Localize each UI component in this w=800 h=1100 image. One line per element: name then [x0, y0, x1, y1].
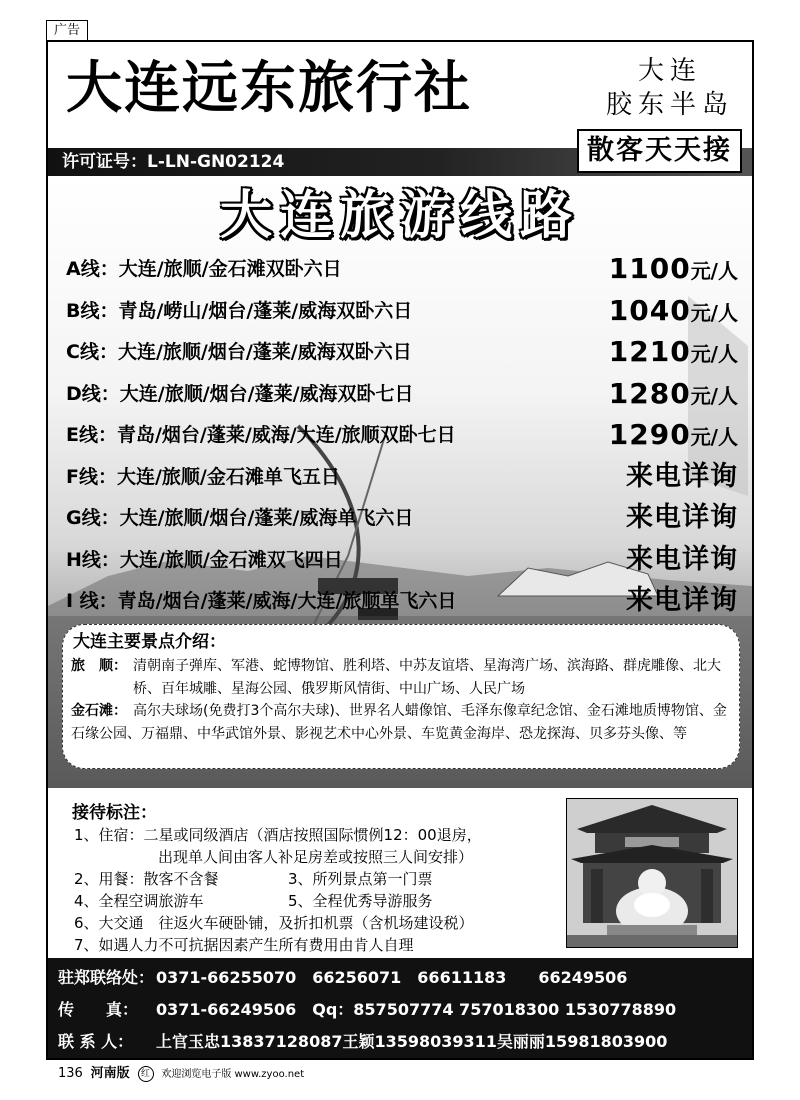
website-link[interactable]: 欢迎浏览电子版 www.zyoo.net	[161, 1069, 305, 1080]
route-price	[609, 248, 738, 294]
price-value: 1040	[608, 293, 691, 327]
route-name: I 线：青岛/烟台/蓬莱/威海/大连/旅顺单飞六日	[66, 590, 457, 612]
fax-label: 传 真：	[58, 1000, 139, 1019]
route-row	[66, 290, 738, 332]
ad-tag: 广告	[46, 20, 88, 42]
page-footer	[58, 1064, 304, 1084]
attraction-text: 清朝南子弹库、军港、蛇博物馆、胜利塔、中苏友谊塔、星海湾广场、滨海路、群虎雕像、北大桥、百年城雕、星海公园、俄罗斯风情街、中山广场、人民广场	[133, 658, 721, 697]
note-guide: 5、全程优秀导游服务	[288, 892, 433, 910]
routes-panel	[48, 176, 752, 788]
agency-name: 大连远东旅行社	[66, 55, 472, 121]
route-name: A线：大连/旅顺/金石滩双卧六日	[66, 258, 342, 280]
route-inquire: 来电详询	[626, 543, 738, 575]
route-row	[66, 580, 738, 622]
attractions-title: 大连主要景点介绍：	[73, 632, 226, 652]
route-name: H线：大连/旅顺/金石滩双飞四日	[66, 548, 343, 571]
attraction-lushun	[71, 655, 731, 700]
temple-photo	[566, 798, 738, 948]
route-name: F线：大连/旅顺/金石滩单飞五日	[66, 465, 340, 488]
attractions-box	[62, 624, 740, 769]
note-tickets: 3、所列景点第一门票	[288, 870, 433, 888]
attraction-label: 金石滩：	[71, 703, 127, 719]
fax-qq-value: 0371-66249506 Qq：857507774 757018300 1530778890	[156, 1000, 677, 1019]
price-unit: 元/人	[690, 259, 738, 283]
price-unit: 元/人	[690, 425, 738, 449]
route-name: D线：大连/旅顺/烟台/蓬莱/威海双卧七日	[66, 382, 414, 405]
temple-buddha-image	[567, 799, 737, 947]
office-label: 驻郑联络处：	[58, 968, 155, 987]
daily-badge	[577, 129, 742, 173]
daily-badge-text: 散客天天接	[587, 135, 732, 166]
license-number: 许可证号：L-LN-GN02124	[62, 152, 285, 172]
route-price	[609, 331, 738, 377]
note-meals: 2、用餐：散客不含餐	[74, 870, 219, 888]
route-inquire: 来电详询	[626, 460, 738, 492]
price-unit: 元/人	[690, 300, 738, 325]
route-name: C线：大连/旅顺/烟台/蓬莱/威海双卧六日	[66, 341, 412, 363]
person-label: 联 系 人：	[58, 1032, 134, 1051]
routes-list	[66, 248, 738, 622]
person-value: 上官玉忠13837128087王颖13598039311吴丽丽15981803900	[156, 1032, 668, 1051]
contact-bar	[48, 958, 752, 1060]
attraction-text: 高尔夫球场(免费打3个高尔夫球)、世界名人蜡像馆、毛泽东像章纪念馆、金石滩地质博物馆、金石缘公园、万福鼎、中华武馆外景、影视艺术中心外景、车览黄金海岸、恐龙探海、贝多芬头像、等	[71, 703, 727, 742]
price-value: 1100	[608, 252, 691, 285]
contact-office-row	[58, 964, 627, 992]
price-unit: 元/人	[690, 383, 738, 408]
edition-label: 河南版	[90, 1066, 130, 1081]
notes-title: 接待标注：	[72, 803, 157, 823]
attraction-label: 旅 顺：	[71, 658, 127, 674]
route-price	[609, 373, 738, 419]
route-name: E线：青岛/烟台/蓬莱/威海/大连/旅顺双卧七日	[66, 424, 456, 446]
region-line-2: 胶东半岛	[605, 90, 734, 120]
route-name: G线：大连/旅顺/烟台/蓬莱/威海单飞六日	[66, 507, 414, 529]
price-value: 1290	[608, 418, 691, 451]
route-row	[66, 373, 738, 415]
page-number: 136	[58, 1066, 83, 1081]
note-force-majeure: 7、如遇人力不可抗据因素产生所有费用由肯人自理	[74, 936, 414, 954]
route-row	[66, 248, 738, 290]
note-lodging-detail: 出现单人间由客人补足房差或按照三人间安排）	[158, 848, 474, 866]
attraction-jinshitan	[71, 700, 731, 745]
advertisement-frame	[46, 40, 754, 1060]
note-transport: 6、大交通 往返火车硬卧铺，及折扣机票（含机场建设税）	[74, 914, 474, 932]
route-name: B线：青岛/崂山/烟台/蓬莱/威海双卧六日	[66, 299, 413, 322]
route-inquire: 来电详询	[626, 585, 738, 616]
price-value: 1210	[608, 335, 691, 368]
price-unit: 元/人	[690, 342, 738, 366]
contact-person-row	[58, 1028, 667, 1056]
note-bus: 4、全程空调旅游车	[74, 892, 204, 910]
service-notes	[48, 788, 752, 958]
route-price	[609, 290, 738, 336]
price-value: 1280	[608, 376, 691, 410]
office-phones: 0371-66255070 66256071 66611183 66249506	[156, 968, 628, 987]
region-block	[606, 54, 734, 122]
routes-title: 大连旅游线路	[219, 186, 580, 246]
publisher-logo-icon: 红	[138, 1066, 154, 1082]
route-price	[609, 414, 738, 460]
note-lodging: 1、住宿：二星或同级酒店（酒店按照国际惯例12：00退房，	[74, 826, 482, 844]
route-row	[66, 497, 738, 539]
route-inquire: 来电详询	[626, 502, 738, 533]
region-line-1: 大连	[637, 56, 702, 86]
route-row	[66, 414, 738, 456]
route-row	[66, 456, 738, 498]
route-row	[66, 331, 738, 373]
contact-fax-row	[58, 996, 676, 1024]
route-row	[66, 539, 738, 581]
